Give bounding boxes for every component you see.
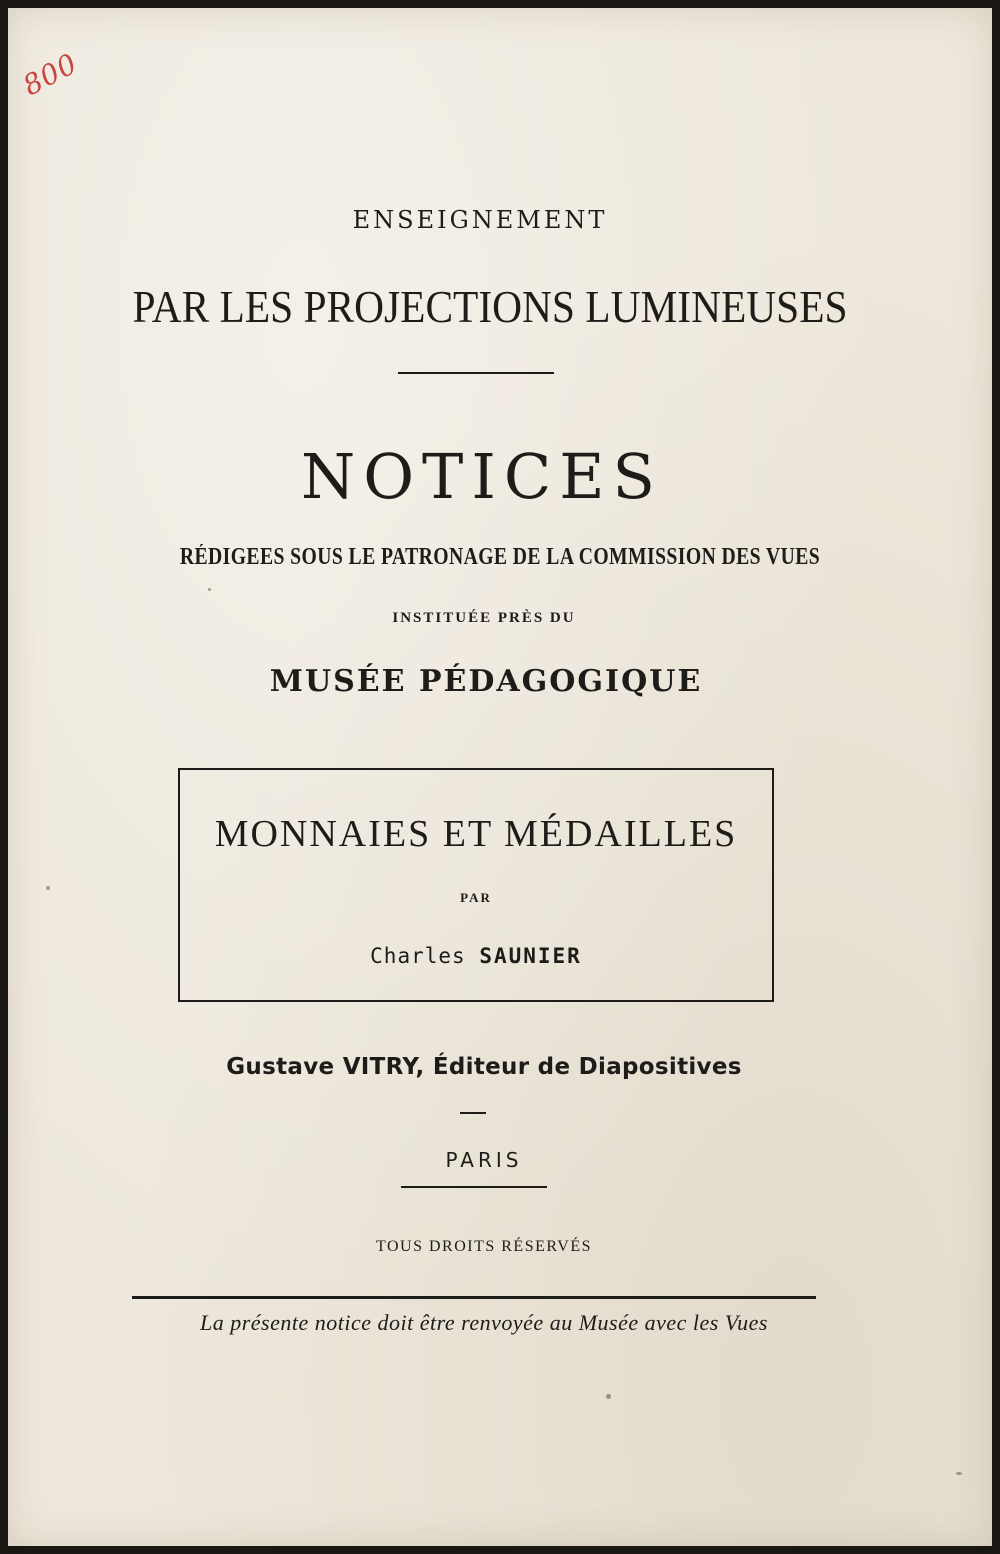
divider-1 <box>398 372 554 374</box>
header-line-1: ENSEIGNEMENT <box>352 206 608 234</box>
paper-speck <box>606 1394 611 1399</box>
work-title: MONNAIES ET MÉDAILLES <box>214 813 738 855</box>
paper-speck <box>208 588 211 591</box>
divider-3 <box>401 1186 547 1188</box>
by-label: PAR <box>460 890 492 905</box>
author-name <box>180 944 772 968</box>
rights-notice: TOUS DROITS RÉSERVÉS <box>375 1238 592 1255</box>
city-name: PARIS <box>445 1148 523 1172</box>
divider-4 <box>132 1296 816 1299</box>
handwritten-number: 800 <box>17 46 83 103</box>
paper-speck <box>46 886 50 890</box>
paper-speck <box>956 1472 962 1475</box>
subtitle-line-1: RÉDIGEES SOUS LE PATRONAGE DE LA COMMISSION DES VUES <box>179 544 821 570</box>
subtitle-line-2: INSTITUÉE PRÈS DU <box>392 610 576 626</box>
header-line-2: PAR LES PROJECTIONS LUMINEUSES <box>132 281 848 332</box>
title-box <box>178 768 774 1002</box>
author-last-name: SAUNIER <box>479 944 582 968</box>
author-first-name: Charles <box>370 944 466 968</box>
museum-name: MUSÉE PÉDAGOGIQUE <box>269 664 703 699</box>
return-instruction: La présente notice doit être renvoyée au Musée avec les Vues <box>200 1310 768 1335</box>
document-page <box>8 8 992 1546</box>
publisher-line: Gustave VITRY, Éditeur de Diapositives <box>226 1054 742 1080</box>
divider-2 <box>460 1112 486 1114</box>
document-title: NOTICES <box>300 440 664 513</box>
